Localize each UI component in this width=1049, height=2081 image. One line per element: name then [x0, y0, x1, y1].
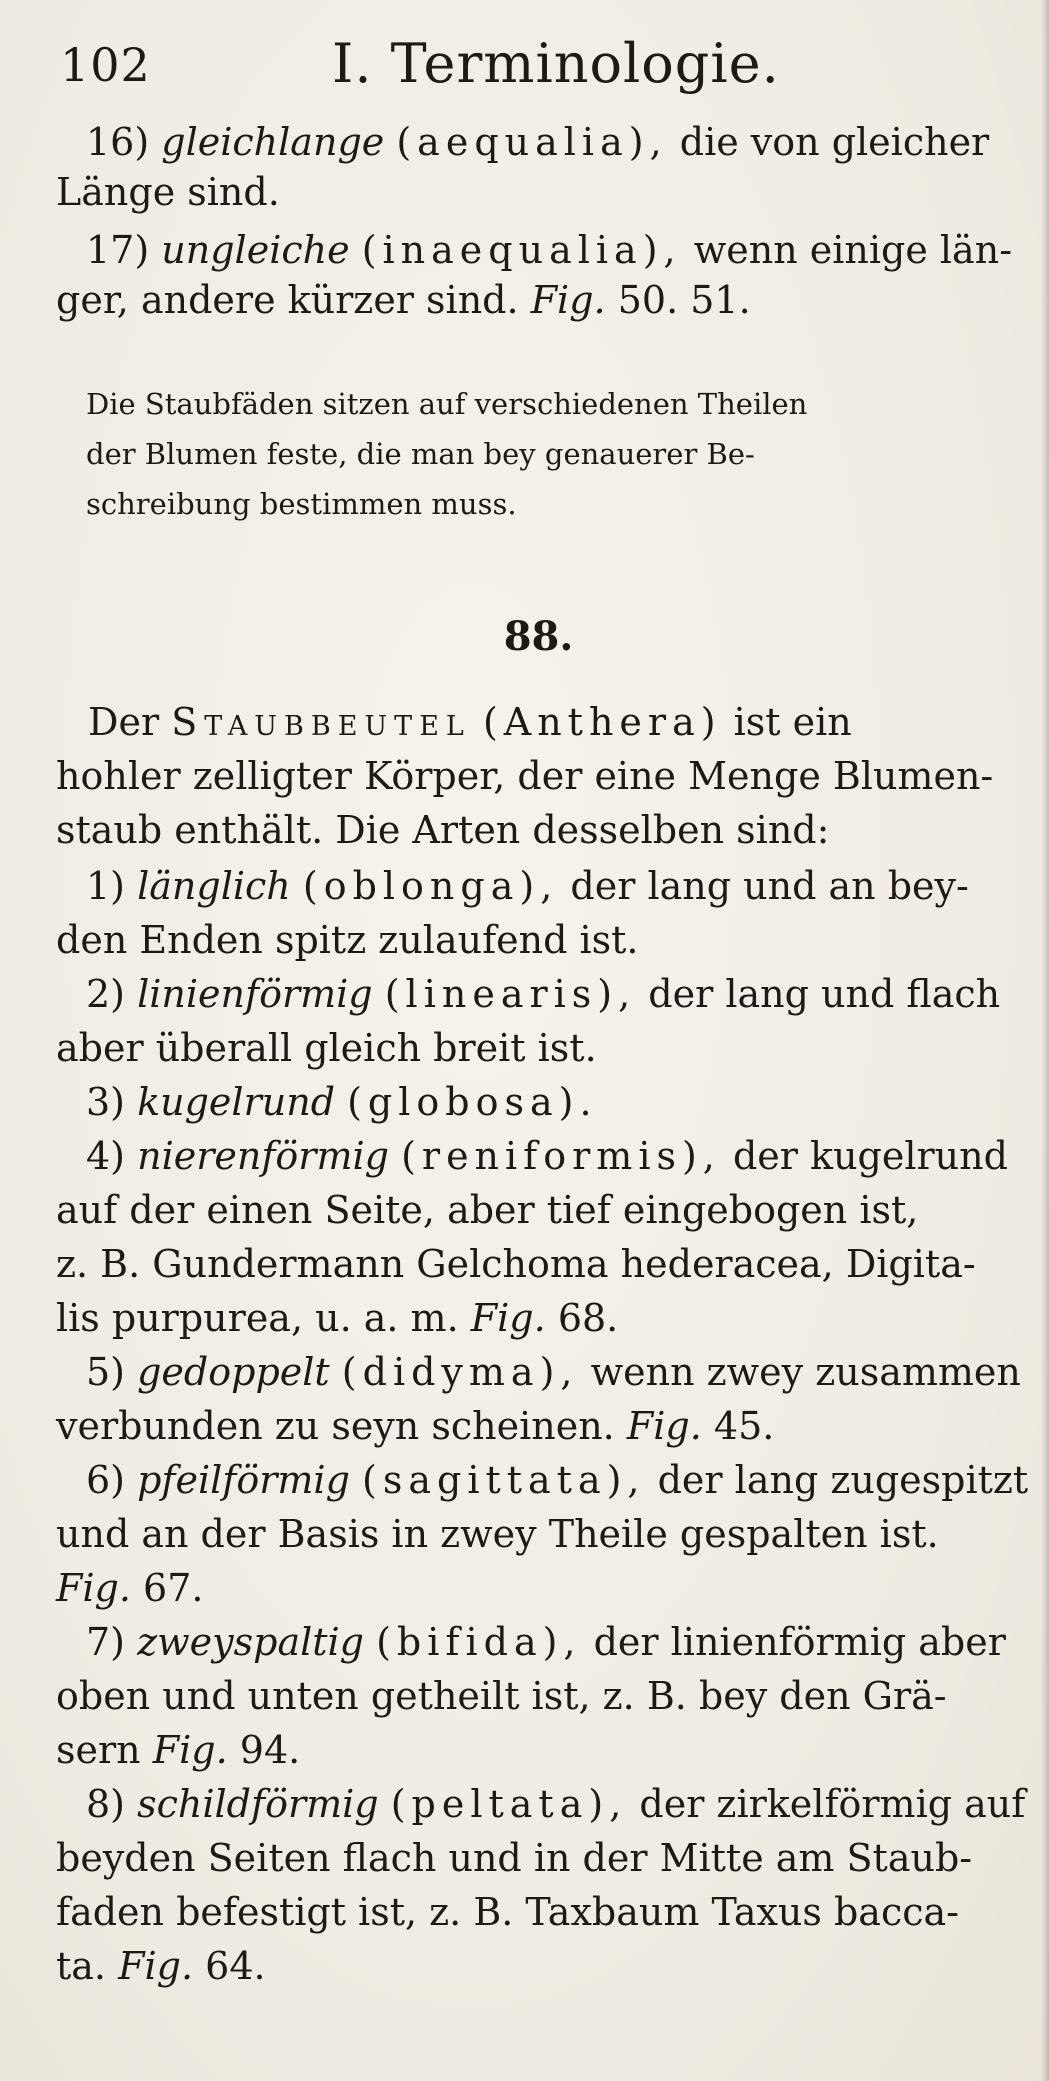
item-number: 4)	[86, 1134, 126, 1178]
figure-ref-label: Fig.	[152, 1728, 228, 1772]
item-number: 3)	[86, 1080, 126, 1124]
latin-term: (inaequalia),	[361, 228, 682, 272]
figure-ref-label: Fig.	[530, 278, 606, 322]
kind-3	[86, 1078, 598, 1126]
kind-7-line-3	[56, 1726, 300, 1774]
kind-7	[86, 1618, 1006, 1666]
term: kugelrund	[137, 1080, 336, 1124]
item-text: ist ein	[733, 700, 852, 744]
kind-8-line-3: faden befestigt ist, z. B. Taxbaum Taxus bacca-	[56, 1890, 960, 1934]
latin-term: (linearis),	[384, 972, 637, 1016]
kind-1	[86, 862, 969, 910]
kind-4	[86, 1132, 1008, 1180]
item-text: der zirkelförmig auf	[639, 1782, 1026, 1826]
term: ungleiche	[161, 228, 350, 272]
figure-ref-label: Fig.	[626, 1404, 702, 1448]
item-17-cont	[56, 276, 751, 324]
term: linienförmig	[137, 972, 373, 1016]
kind-8-line-2: beyden Seiten flach und in der Mitte am Staub-	[56, 1836, 973, 1880]
figure-ref-label: Fig.	[56, 1566, 131, 1610]
item-number: 6)	[86, 1458, 126, 1502]
figure-ref-number: 45.	[713, 1404, 775, 1448]
item-text: sern	[56, 1728, 141, 1772]
figure-ref-number: 50. 51.	[617, 278, 751, 322]
note-line-2: der Blumen feste, die man bey genauerer Be-	[86, 437, 755, 471]
note-line-1: Die Staubfäden sitzen auf verschiedenen Theilen	[86, 387, 808, 421]
kind-5	[86, 1348, 1021, 1396]
kind-7-line-2: oben und unten getheilt ist, z. B. bey den Grä-	[56, 1674, 947, 1718]
item-text: ta.	[56, 1944, 107, 1988]
kind-6-line-2: und an der Basis in zwey Theile gespalten ist.	[56, 1512, 939, 1556]
latin-term: (didyma),	[341, 1350, 579, 1394]
figure-ref-label: Fig.	[470, 1296, 546, 1340]
term: Staubbeutel	[171, 700, 471, 744]
item-text: wenn zwey zusammen	[590, 1350, 1021, 1394]
item-text: lis purpurea, u. a. m.	[56, 1296, 459, 1340]
kind-2-cont: aber überall gleich breit ist.	[56, 1026, 597, 1070]
running-title: I. Terminologie.	[332, 32, 780, 95]
item-number: 7)	[86, 1620, 126, 1664]
latin-term: (aequalia),	[396, 120, 668, 164]
kind-4-line-4	[56, 1294, 618, 1342]
kind-2	[86, 970, 1000, 1018]
kind-4-line-2: auf der einen Seite, aber tief eingebogen ist,	[56, 1188, 919, 1232]
item-text: der lang und an bey-	[570, 864, 969, 908]
figure-ref-number: 67.	[143, 1566, 204, 1610]
item-text: der lang und flach	[648, 972, 1001, 1016]
item-number: 16)	[86, 120, 150, 164]
item-text: verbunden zu seyn scheinen.	[56, 1404, 615, 1448]
term: gleichlange	[161, 120, 385, 164]
anthera-line-2: hohler zelligter Körper, der eine Menge Blumen-	[56, 754, 994, 798]
word: Der	[88, 700, 160, 744]
latin-term: (peltata),	[390, 1782, 628, 1826]
latin-term: (oblonga),	[302, 864, 559, 908]
item-number: 2)	[86, 972, 126, 1016]
item-16-cont: Länge sind.	[56, 170, 280, 214]
latin-term: (Anthera)	[482, 700, 722, 744]
figure-ref-number: 94.	[239, 1728, 301, 1772]
kind-4-line-3: z. B. Gundermann Gelchoma hederacea, Digita-	[56, 1242, 976, 1286]
figure-ref-number: 64.	[205, 1944, 266, 1988]
figure-ref-number: 68.	[557, 1296, 619, 1340]
item-17	[86, 226, 1012, 274]
kind-8-line-4	[56, 1942, 266, 1990]
item-text: ger, andere kürzer sind.	[56, 278, 519, 322]
latin-term: (globosa).	[347, 1080, 598, 1124]
item-text: wenn einige län-	[693, 228, 1013, 272]
item-number: 17)	[86, 228, 150, 272]
term: gedoppelt	[137, 1350, 330, 1394]
term: zweyspaltig	[137, 1620, 364, 1664]
kind-5-line-2	[56, 1402, 774, 1450]
anthera-line-1	[88, 698, 852, 746]
item-number: 5)	[86, 1350, 126, 1394]
item-16	[86, 118, 989, 166]
item-number: 8)	[86, 1782, 126, 1826]
page-number: 102	[60, 38, 151, 92]
kind-6-line-3	[56, 1564, 203, 1612]
item-number: 1)	[86, 864, 126, 908]
item-text: der kugelrund	[732, 1134, 1008, 1178]
kind-6	[86, 1456, 1028, 1504]
kind-8	[86, 1780, 1025, 1828]
term: nierenförmig	[137, 1134, 389, 1178]
latin-term: (sagittata),	[362, 1458, 646, 1502]
page-edge-shadow	[1041, 0, 1049, 2081]
item-text: die von gleicher	[679, 120, 990, 164]
item-text: der lang zugespitzt	[657, 1458, 1029, 1502]
anthera-line-3: staub enthält. Die Arten desselben sind:	[56, 808, 830, 852]
term: länglich	[137, 864, 291, 908]
running-header	[60, 20, 1020, 110]
item-text: der linienförmig aber	[593, 1620, 1006, 1664]
kind-1-cont: den Enden spitz zulaufend ist.	[56, 918, 639, 962]
section-number: 88.	[503, 613, 574, 660]
term: schildförmig	[137, 1782, 379, 1826]
term: pfeilförmig	[137, 1458, 350, 1502]
latin-term: (bifida),	[376, 1620, 582, 1664]
figure-ref-label: Fig.	[118, 1944, 194, 1988]
latin-term: (reniformis),	[401, 1134, 721, 1178]
note-line-3: schreibung bestimmen muss.	[86, 487, 517, 521]
